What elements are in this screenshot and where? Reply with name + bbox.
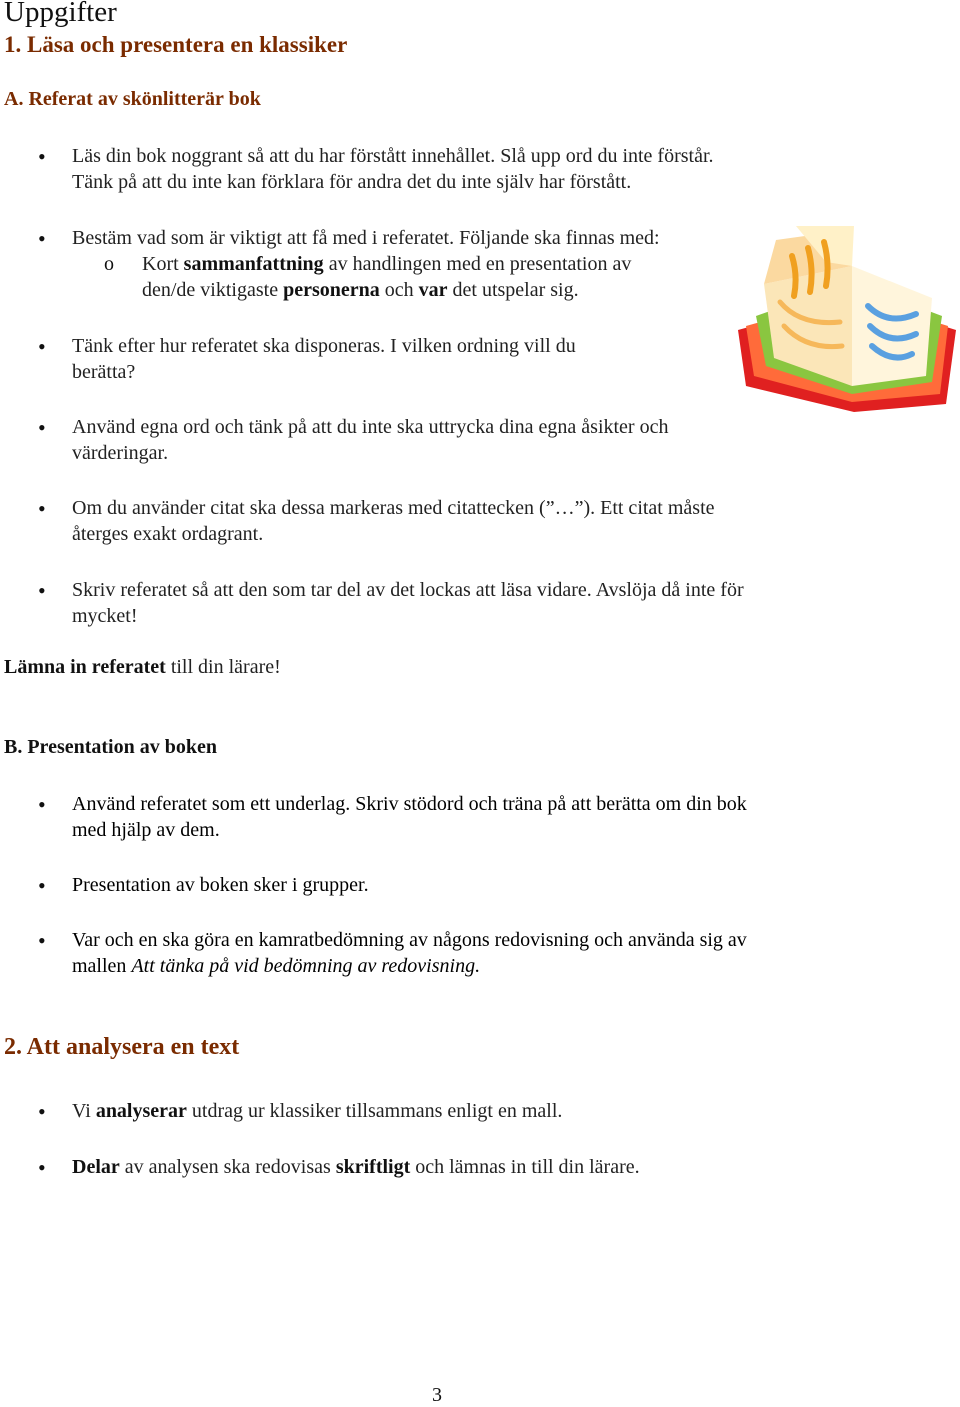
list-item: Tänk efter hur referatet ska disponeras. I vilken ordning vill du berätta?: [72, 335, 576, 383]
bullet: •: [38, 1155, 46, 1180]
bullet: •: [38, 578, 46, 603]
list-item: Presentation av boken sker i grupper.: [72, 874, 369, 896]
bullet: •: [38, 334, 46, 359]
sub-list-item: Kort sammanfattning av handlingen med en presentation av den/de viktigaste personerna och var det utspelar sig.: [142, 253, 632, 301]
list-item: Bestäm vad som är viktigt att få med i referatet. Följande ska finnas med:: [72, 227, 660, 249]
submit-instruction: Lämna in referatet till din lärare!: [4, 656, 281, 678]
list-item: Delar av analysen ska redovisas skriftligt och lämnas in till din lärare.: [72, 1156, 640, 1178]
bullet: •: [38, 1099, 46, 1124]
bullet: •: [38, 792, 46, 817]
bullet: •: [38, 415, 46, 440]
page-title: Uppgifter: [4, 0, 117, 28]
bullet: •: [38, 144, 46, 169]
list-item: Läs din bok noggrant så att du har förstått innehållet. Slå upp ord du inte förstår. Tänk på att du inte kan förklara för andra det du inte själv har förstått.: [72, 145, 714, 193]
list-item: Använd referatet som ett underlag. Skriv stödord och träna på att berätta om din bok med hjälp av dem.: [72, 793, 747, 841]
bullet: •: [38, 928, 46, 953]
section-1-heading: 1. Läsa och presentera en klassiker: [4, 32, 348, 57]
bullet: •: [38, 496, 46, 521]
bullet: •: [38, 226, 46, 251]
list-item: Skriv referatet så att den som tar del av det lockas att läsa vidare. Avslöja då inte för mycket!: [72, 579, 744, 627]
page-number: 3: [432, 1384, 442, 1406]
list-item: Om du använder citat ska dessa markeras med citattecken (”…”). Ett citat måste återges exakt ordagrant.: [72, 497, 715, 545]
list-item: Vi analyserar utdrag ur klassiker tillsammans enligt en mall.: [72, 1100, 563, 1122]
open-book-icon: [736, 226, 958, 416]
bullet: •: [38, 873, 46, 898]
part-a-heading: A. Referat av skönlitterär bok: [4, 88, 261, 110]
sub-bullet: o: [104, 253, 114, 275]
list-item: Var och en ska göra en kamratbedömning av någons redovisning och använda sig av mallen Att tänka på vid bedömning av redovisning.: [72, 929, 747, 977]
list-item: Använd egna ord och tänk på att du inte ska uttrycka dina egna åsikter och värderingar.: [72, 416, 669, 464]
section-2-heading: 2. Att analysera en text: [4, 1034, 240, 1060]
part-b-heading: B. Presentation av boken: [4, 736, 217, 758]
